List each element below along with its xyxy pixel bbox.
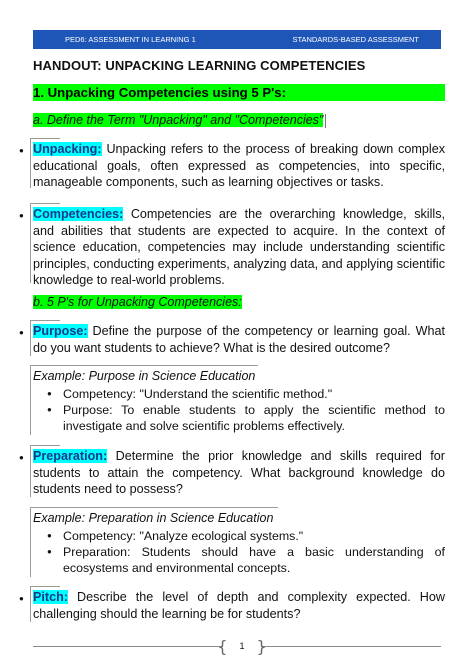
bullet-icon: ● <box>47 405 52 414</box>
unpacking-definition <box>33 141 445 191</box>
paragraph-marker-line <box>30 203 31 283</box>
preparation-example-title: Example: Preparation in Science Education <box>33 511 274 525</box>
bullet-icon: ● <box>19 594 24 603</box>
example-box-line <box>30 365 31 435</box>
term-competencies: Competencies: <box>33 207 124 221</box>
competencies-text: Competencies are the overarching knowledge, skills, and abilities that students are expected to acquire. In the context of science education, competencies may include understanding scientific principles, conducting experiments, analyzing data, and applying scientific knowledge to real-world problems. <box>33 207 445 288</box>
preparation-example-1: Competency: "Analyze ecological systems." <box>63 529 304 543</box>
bullet-icon: ● <box>19 146 24 155</box>
purpose-example-1: Competency: "Understand the scientific method." <box>63 387 333 401</box>
competencies-definition <box>33 206 445 289</box>
preparation-example-2: Preparation: Students should have a basic understanding of ecosystems and environmental concepts. <box>63 545 445 576</box>
preparation-text: Determine the prior knowledge and skills required for students to attain the competency. What background knowledge do students need to possess? <box>33 449 445 497</box>
purpose-example-2: Purpose: To enable students to apply the scientific method to investigate and solve scientific problems effectively. <box>63 403 445 434</box>
example-box-top <box>30 365 258 366</box>
handout-title: HANDOUT: UNPACKING LEARNING COMPETENCIES <box>33 58 366 73</box>
header-course: PED6: ASSESSMENT IN LEARNING 1 <box>65 35 196 44</box>
page-number-box <box>217 636 267 656</box>
unpacking-text: Unpacking refers to the process of breaking down complex educational goals, often expressed as competencies, into specific, manageable components, such as learning objectives or tasks. <box>33 142 445 190</box>
term-preparation: Preparation: <box>33 449 108 463</box>
paragraph-marker <box>30 203 60 204</box>
text-cursor <box>325 114 326 128</box>
paragraph-marker <box>30 445 60 446</box>
right-brace-icon: } <box>256 636 267 656</box>
term-pitch: Pitch: <box>33 590 68 604</box>
paragraph-marker-line <box>30 586 31 622</box>
paragraph-marker-line <box>30 320 31 356</box>
bullet-icon: ● <box>47 547 52 556</box>
pitch-definition <box>33 589 445 622</box>
header-topic: STANDARDS-BASED ASSESSMENT <box>292 35 419 44</box>
subheading-b-text: b. 5 P's for Unpacking Competencies: <box>33 295 242 309</box>
example-box-top <box>30 507 278 508</box>
subheading-a <box>33 112 326 129</box>
subheading-b <box>33 294 242 311</box>
paragraph-marker <box>30 138 60 139</box>
paragraph-marker <box>30 320 60 321</box>
bullet-icon: ● <box>19 328 24 337</box>
purpose-text: Define the purpose of the competency or learning goal. What do you want students to achieve? What is the desired outcome? <box>33 324 445 355</box>
page-header-bar <box>33 30 441 49</box>
purpose-definition <box>33 323 445 356</box>
section1-heading: 1. Unpacking Competencies using 5 P's: <box>33 84 445 101</box>
bullet-icon: ● <box>19 453 24 462</box>
term-purpose: Purpose: <box>33 324 88 338</box>
purpose-example-title: Example: Purpose in Science Education <box>33 369 256 383</box>
bullet-icon: ● <box>19 211 24 220</box>
bullet-icon: ● <box>47 389 52 398</box>
pitch-text: Describe the level of depth and complexity expected. How challenging should the learning be for students? <box>33 590 445 621</box>
example-box-line <box>30 507 31 577</box>
paragraph-marker-line <box>30 445 31 497</box>
subheading-a-text: a. Define the Term "Unpacking" and "Competencies" <box>33 113 324 127</box>
bullet-icon: ● <box>47 531 52 540</box>
left-brace-icon: { <box>217 636 228 656</box>
term-unpacking: Unpacking: <box>33 142 102 156</box>
paragraph-marker <box>30 586 60 587</box>
paragraph-marker-line <box>30 138 31 188</box>
page-number: 1 <box>239 641 245 651</box>
preparation-definition <box>33 448 445 498</box>
